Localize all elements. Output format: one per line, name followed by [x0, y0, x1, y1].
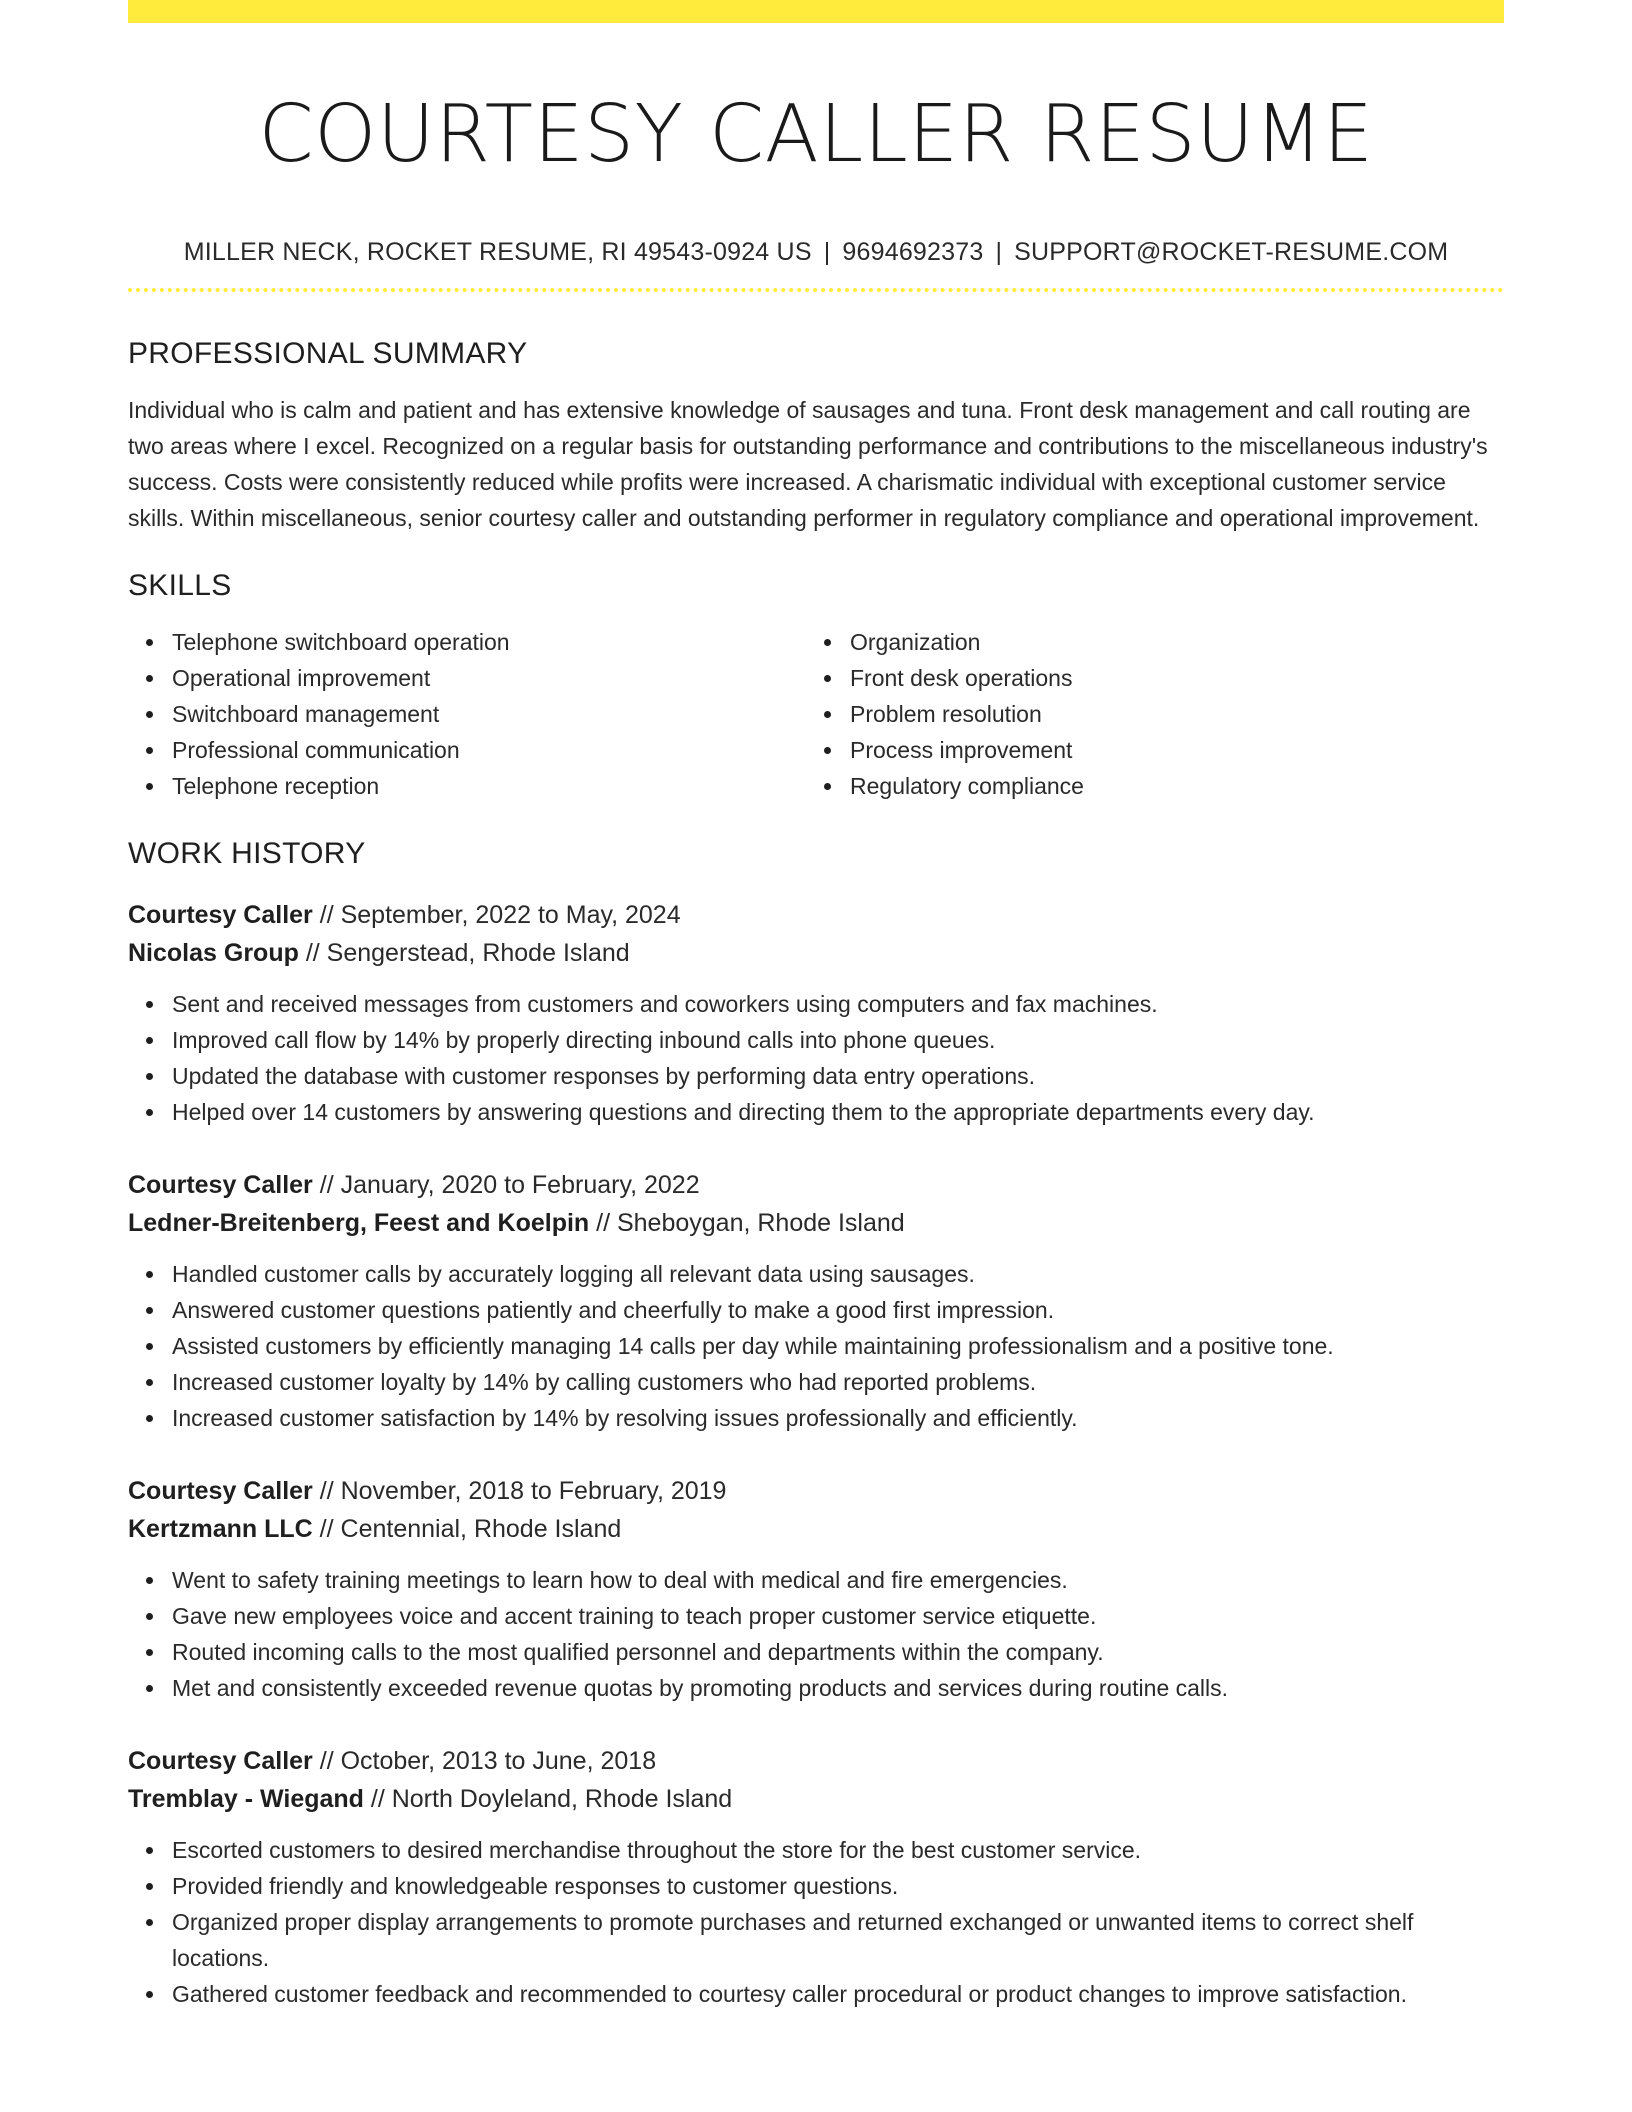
- job-duty: Went to safety training meetings to learn how to deal with medical and fire emergencies.: [172, 1562, 1504, 1598]
- job-title-line: [128, 896, 1504, 934]
- job-duties: [128, 1256, 1504, 1436]
- job-duties: [128, 1562, 1504, 1706]
- job-company-line: [128, 1780, 1504, 1818]
- job-location: // Sheboygan, Rhode Island: [589, 1209, 905, 1237]
- skills-section: [128, 566, 1504, 804]
- skill-item: Problem resolution: [850, 696, 1484, 732]
- job-company: Kertzmann LLC: [128, 1515, 313, 1543]
- job-company: Tremblay - Wiegand: [128, 1785, 364, 1813]
- job-duty: Updated the database with customer responses by performing data entry operations.: [172, 1058, 1504, 1094]
- job-dates: // October, 2013 to June, 2018: [312, 1747, 657, 1775]
- skill-item: Professional communication: [172, 732, 806, 768]
- contact-separator: |: [823, 238, 831, 266]
- summary-heading: PROFESSIONAL SUMMARY: [128, 337, 528, 370]
- job-entry: [128, 1742, 1504, 2012]
- job-entry: [128, 1472, 1504, 1706]
- job-title: Courtesy Caller: [128, 1747, 313, 1775]
- skills-list-right: [806, 624, 1484, 804]
- job-duty: Increased customer loyalty by 14% by calling customers who had reported problems.: [172, 1364, 1504, 1400]
- contact-address: MILLER NECK, ROCKET RESUME, RI 49543-0924 US: [183, 238, 812, 266]
- job-entry: [128, 896, 1504, 1130]
- job-entry: [128, 1166, 1504, 1436]
- job-duty: Helped over 14 customers by answering questions and directing them to the appropriate departments every day.: [172, 1094, 1504, 1130]
- contact-separator: |: [995, 238, 1003, 266]
- skill-item: Switchboard management: [172, 696, 806, 732]
- job-company-line: [128, 1204, 1504, 1242]
- resume-title: COURTESY CALLER RESUME: [258, 88, 1374, 180]
- job-dates: // November, 2018 to February, 2019: [312, 1477, 727, 1505]
- professional-summary-section: [128, 334, 1504, 536]
- job-company: Nicolas Group: [128, 939, 299, 967]
- job-duty: Escorted customers to desired merchandise throughout the store for the best customer service.: [172, 1832, 1504, 1868]
- job-duty: Assisted customers by efficiently managing 14 calls per day while maintaining professionalism and a positive tone.: [172, 1328, 1504, 1364]
- skills-list-left: [128, 624, 806, 804]
- job-dates: // September, 2022 to May, 2024: [312, 901, 681, 929]
- top-accent-bar: [128, 0, 1504, 23]
- job-duty: Increased customer satisfaction by 14% by resolving issues professionally and efficiently.: [172, 1400, 1504, 1436]
- job-duty: Gathered customer feedback and recommended to courtesy caller procedural or product changes to improve satisfaction.: [172, 1976, 1504, 2012]
- job-dates: // January, 2020 to February, 2022: [312, 1171, 700, 1199]
- job-title-line: [128, 1166, 1504, 1204]
- dotted-divider: [128, 288, 1504, 292]
- job-duty: Provided friendly and knowledgeable responses to customer questions.: [172, 1868, 1504, 1904]
- job-company: Ledner-Breitenberg, Feest and Koelpin: [128, 1209, 590, 1237]
- skill-item: Organization: [850, 624, 1484, 660]
- job-title-line: [128, 1742, 1504, 1780]
- job-title: Courtesy Caller: [128, 1171, 313, 1199]
- contact-email: SUPPORT@ROCKET-RESUME.COM: [1014, 238, 1449, 266]
- job-duty: Met and consistently exceeded revenue quotas by promoting products and services during routine calls.: [172, 1670, 1504, 1706]
- job-duty: Sent and received messages from customers and coworkers using computers and fax machines.: [172, 986, 1504, 1022]
- job-title-line: [128, 1472, 1504, 1510]
- job-company-line: [128, 1510, 1504, 1548]
- work-history-section: [128, 834, 1504, 2012]
- resume-page: [128, 0, 1504, 2012]
- job-duty: Organized proper display arrangements to promote purchases and returned exchanged or unwanted items to correct shelf locations.: [172, 1904, 1504, 1976]
- job-title: Courtesy Caller: [128, 1477, 313, 1505]
- job-duty: Handled customer calls by accurately logging all relevant data using sausages.: [172, 1256, 1504, 1292]
- skill-item: Front desk operations: [850, 660, 1484, 696]
- job-location: // Sengerstead, Rhode Island: [298, 939, 630, 967]
- contact-line: [128, 234, 1504, 270]
- skill-item: Operational improvement: [172, 660, 806, 696]
- job-duty: Routed incoming calls to the most qualified personnel and departments within the company.: [172, 1634, 1504, 1670]
- job-duty: Improved call flow by 14% by properly directing inbound calls into phone queues.: [172, 1022, 1504, 1058]
- skill-item: Telephone switchboard operation: [172, 624, 806, 660]
- job-duties: [128, 986, 1504, 1130]
- work-history-heading: WORK HISTORY: [128, 837, 366, 870]
- job-location: // Centennial, Rhode Island: [312, 1515, 622, 1543]
- skill-item: Process improvement: [850, 732, 1484, 768]
- contact-phone: 9694692373: [842, 238, 984, 266]
- skills-heading: SKILLS: [128, 569, 232, 602]
- job-location: // North Doyleland, Rhode Island: [363, 1785, 733, 1813]
- job-title: Courtesy Caller: [128, 901, 313, 929]
- job-duty: Answered customer questions patiently and cheerfully to make a good first impression.: [172, 1292, 1504, 1328]
- skill-item: Regulatory compliance: [850, 768, 1484, 804]
- skill-item: Telephone reception: [172, 768, 806, 804]
- job-duties: [128, 1832, 1504, 2012]
- job-company-line: [128, 934, 1504, 972]
- summary-text: Individual who is calm and patient and has extensive knowledge of sausages and tuna. Front desk management and call routing are two areas where I excel. Recognized on a regular basis for outstanding performance and contributions to the miscellaneous industry's success. Costs were consistently reduced while profits were increased. A charismatic individual with exceptional customer service skills. Within miscellaneous, senior courtesy caller and outstanding performer in regulatory compliance and operational improvement.: [128, 397, 1488, 531]
- job-duty: Gave new employees voice and accent training to teach proper customer service etiquette.: [172, 1598, 1504, 1634]
- skills-columns: [128, 624, 1504, 804]
